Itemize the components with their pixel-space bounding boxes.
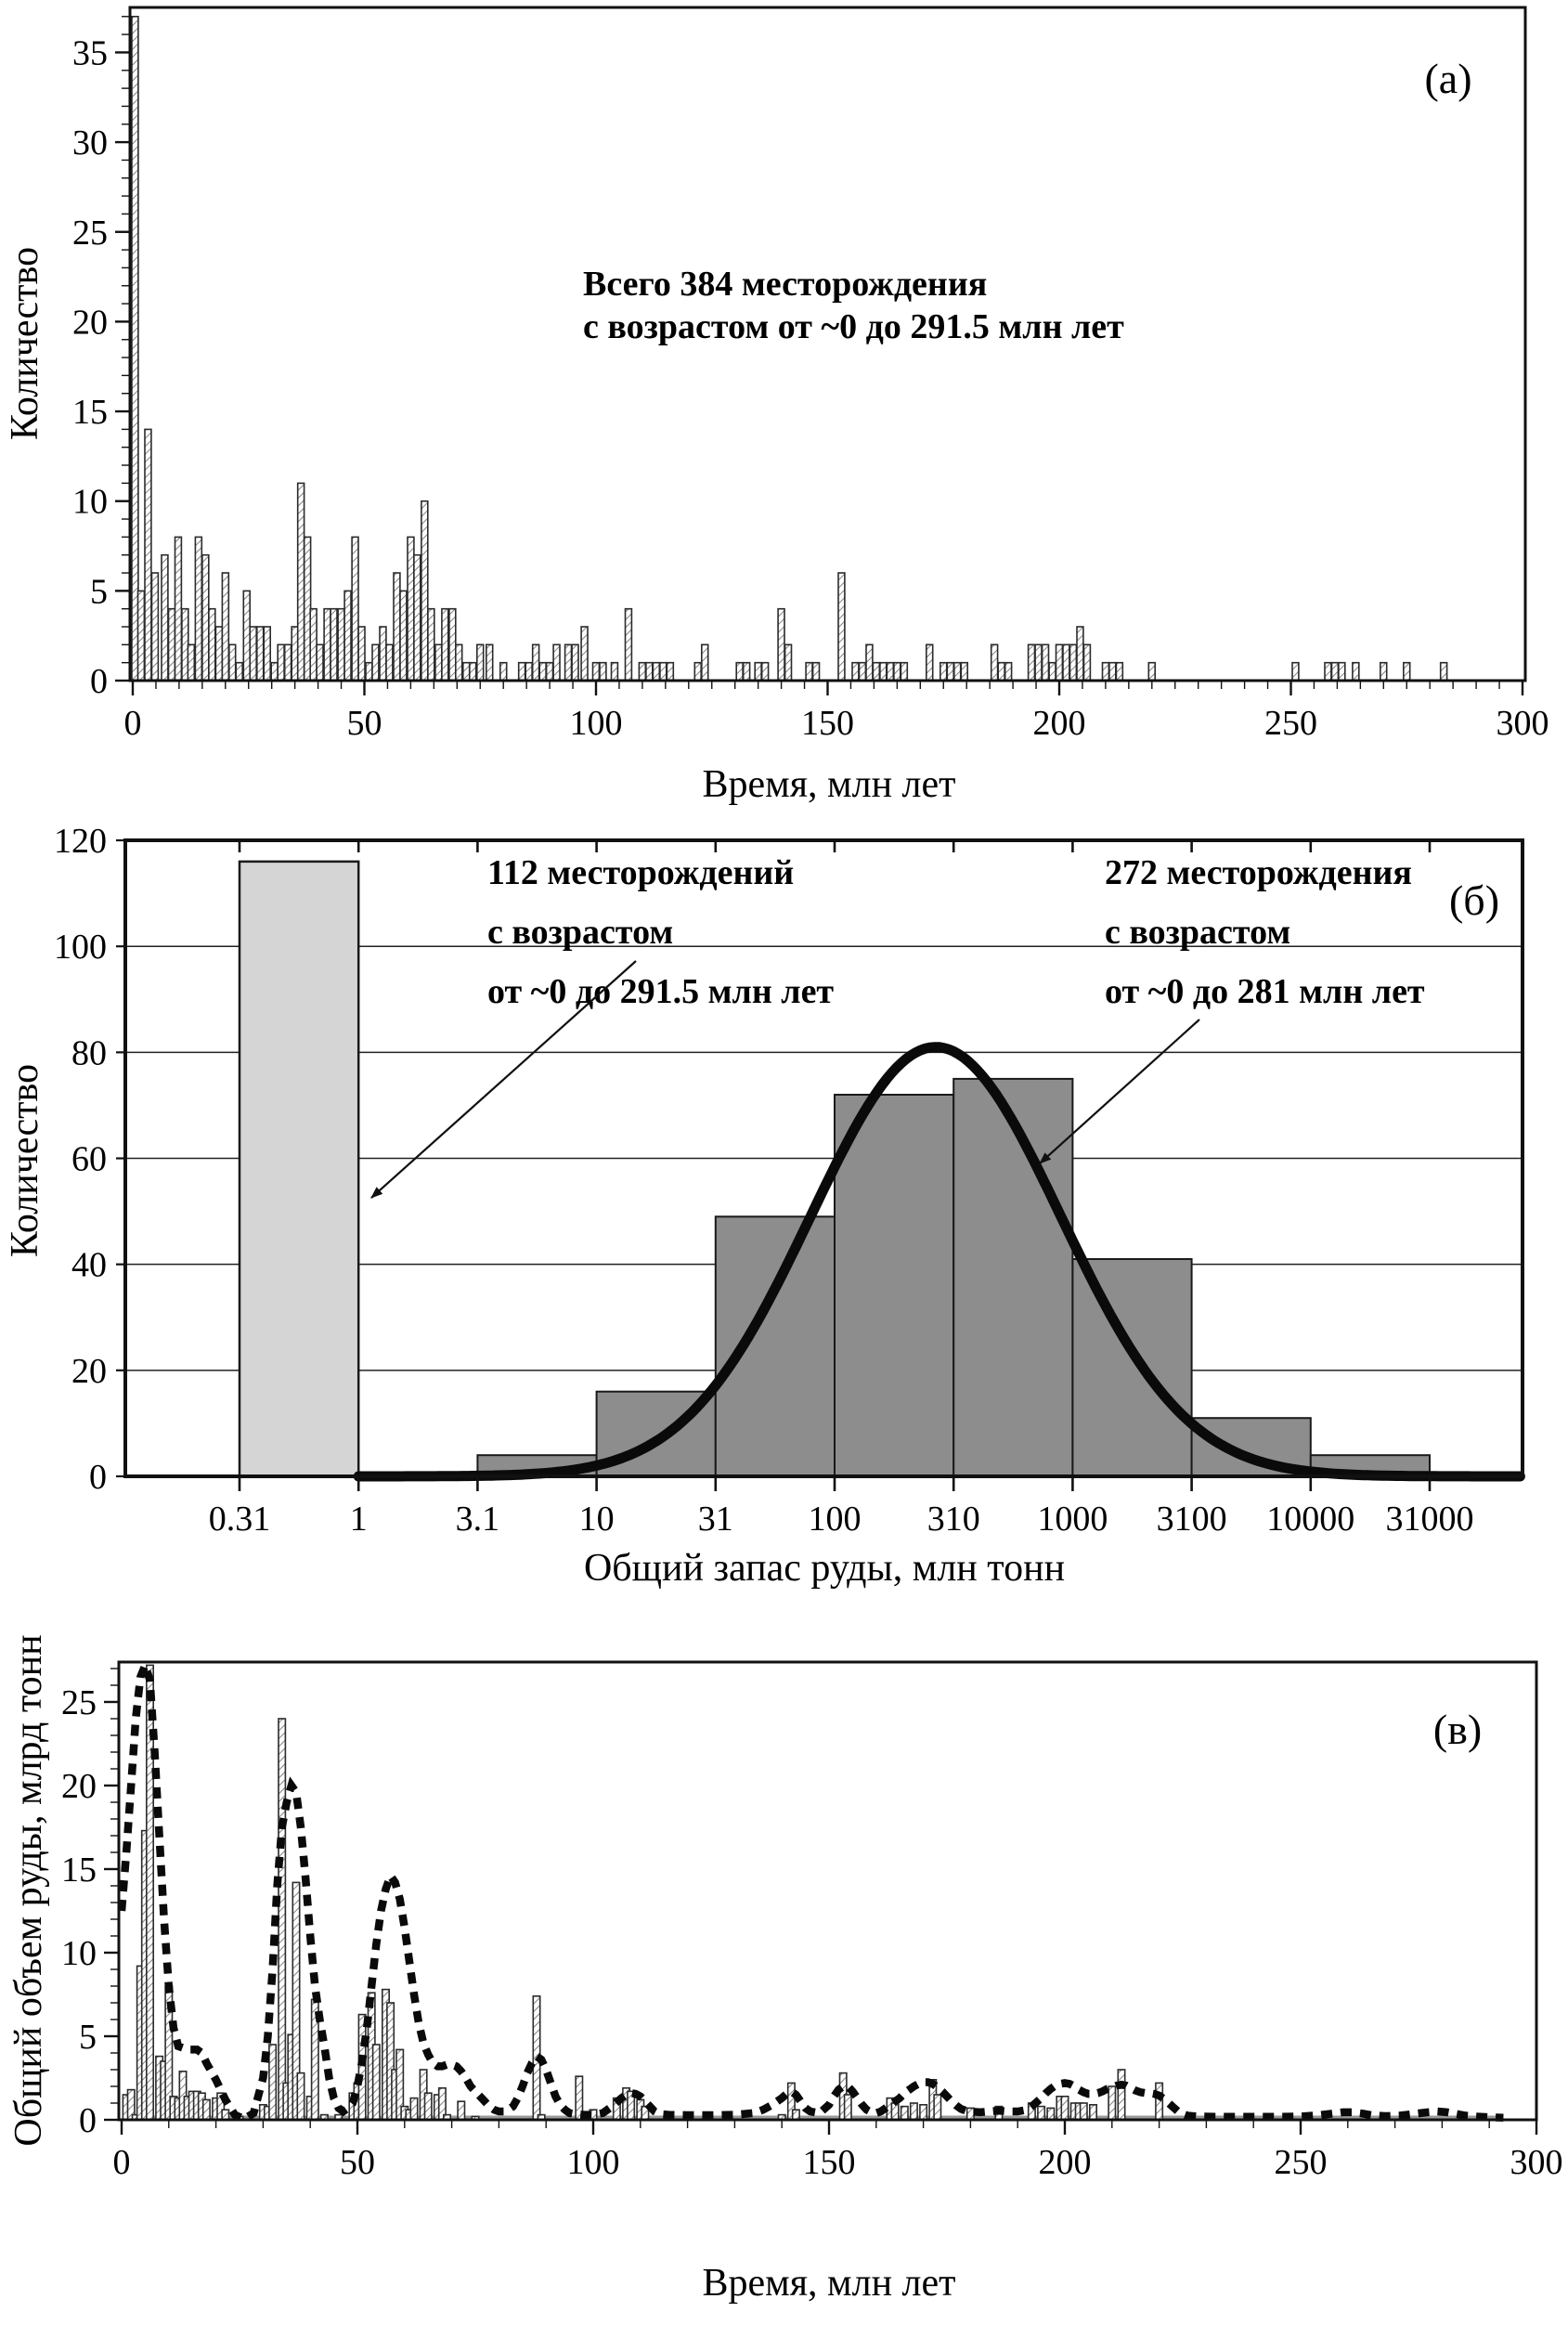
panel-a-annotation-line-2: с возрастом от ~0 до 291.5 млн лет (583, 307, 1124, 346)
x-tick-label: 100 (569, 704, 623, 743)
y-tick-label: 25 (72, 213, 108, 253)
volume-envelope-curve (122, 1665, 1503, 2119)
y-tick-label: 80 (71, 1033, 107, 1073)
y-tick-label: 100 (54, 928, 107, 968)
light-bar-112-deposits (240, 862, 358, 1476)
x-tick-label: 310 (927, 1500, 980, 1539)
x-tick-label: 100 (808, 1500, 862, 1539)
y-tick-label: 35 (72, 33, 108, 73)
panel-v-label: (в) (1432, 1706, 1483, 1753)
panel-b-plot-area (54, 822, 1523, 1539)
x-tick-label: 100 (566, 2143, 620, 2182)
y-tick-label: 10 (61, 1934, 97, 1973)
y-tick-label: 15 (61, 1851, 97, 1890)
panel-a-y-axis-title: Количество (4, 246, 46, 441)
x-tick-label: 50 (340, 2143, 375, 2182)
panel-v-x-axis-title: Время, млн лет (702, 2262, 956, 2305)
y-tick-label: 20 (72, 303, 108, 343)
y-tick-label: 5 (90, 572, 108, 612)
y-tick-label: 0 (90, 662, 108, 701)
annotation-112-line-3: от ~0 до 291.5 млн лет (487, 972, 835, 1011)
panel-b-dark-bars (477, 1079, 1430, 1476)
x-tick-label: 200 (1038, 2143, 1092, 2182)
panel-b-annotation-112 (371, 853, 834, 1198)
x-tick-label: 10000 (1266, 1500, 1355, 1539)
panel-v-plot-area (61, 1662, 1563, 2182)
x-tick-label: 150 (802, 2143, 856, 2182)
panel-b-x-axis-title: Общий запас руды, млн тонн (583, 1547, 1066, 1590)
x-tick-label: 250 (1264, 704, 1317, 743)
y-tick-label: 120 (54, 822, 107, 862)
annotation-112-line-1: 112 месторождений (487, 853, 795, 892)
panel-v-bars (123, 1665, 1162, 2120)
annotation-272-line-3: от ~0 до 281 млн лет (1105, 972, 1425, 1011)
panel-b-label: (б) (1448, 877, 1500, 924)
y-tick-label: 40 (71, 1245, 107, 1285)
y-tick-label: 25 (61, 1683, 97, 1722)
x-tick-label: 3100 (1156, 1500, 1227, 1539)
y-tick-label: 10 (72, 482, 108, 522)
x-tick-label: 200 (1032, 704, 1086, 743)
panel-a-x-axis-title: Время, млн лет (702, 763, 956, 806)
x-tick-label: 0 (123, 704, 142, 743)
annotation-112-line-2: с возрастом (487, 913, 674, 952)
y-tick-label: 20 (61, 1767, 97, 1806)
panel-a-annotation-line-1: Всего 384 месторождения (583, 265, 988, 304)
y-tick-label: 0 (79, 2101, 97, 2140)
panel-v-y-axis-title: Общий объем руды, млрд тонн (7, 1634, 50, 2147)
x-tick-label: 31000 (1385, 1500, 1474, 1539)
x-tick-label: 250 (1274, 2143, 1328, 2182)
x-tick-label: 300 (1510, 2143, 1563, 2182)
panel-b-y-axis-title: Количество (4, 1063, 46, 1258)
y-tick-label: 0 (89, 1458, 107, 1497)
panel-a-age-histogram (4, 7, 1549, 806)
x-tick-label: 50 (346, 704, 382, 743)
panel-v-volume-histogram (7, 1634, 1563, 2305)
y-tick-label: 20 (71, 1351, 107, 1391)
x-tick-label: 31 (697, 1500, 733, 1539)
y-tick-label: 60 (71, 1139, 107, 1179)
panel-b-annotation-272 (1040, 853, 1425, 1163)
x-tick-label: 150 (801, 704, 854, 743)
x-tick-label: 1 (349, 1500, 368, 1539)
annotation-272-line-2: с возрастом (1105, 913, 1291, 952)
x-tick-label: 0 (112, 2143, 131, 2182)
panel-a-plot-area (72, 7, 1549, 743)
y-tick-label: 5 (79, 2018, 97, 2057)
panel-v-frame (119, 1662, 1536, 2120)
x-tick-label: 1000 (1037, 1500, 1108, 1539)
panel-b-reserve-histogram (4, 822, 1523, 1590)
x-tick-label: 300 (1496, 704, 1549, 743)
annotation-272-line-1: 272 месторождения (1105, 853, 1412, 892)
panel-a-label: (а) (1424, 55, 1472, 102)
y-tick-label: 15 (72, 393, 108, 433)
x-tick-label: 0.31 (208, 1500, 271, 1539)
panel-a-bars (132, 17, 1447, 681)
x-tick-label: 10 (578, 1500, 615, 1539)
y-tick-label: 30 (72, 123, 108, 163)
x-tick-label: 3.1 (455, 1500, 500, 1539)
